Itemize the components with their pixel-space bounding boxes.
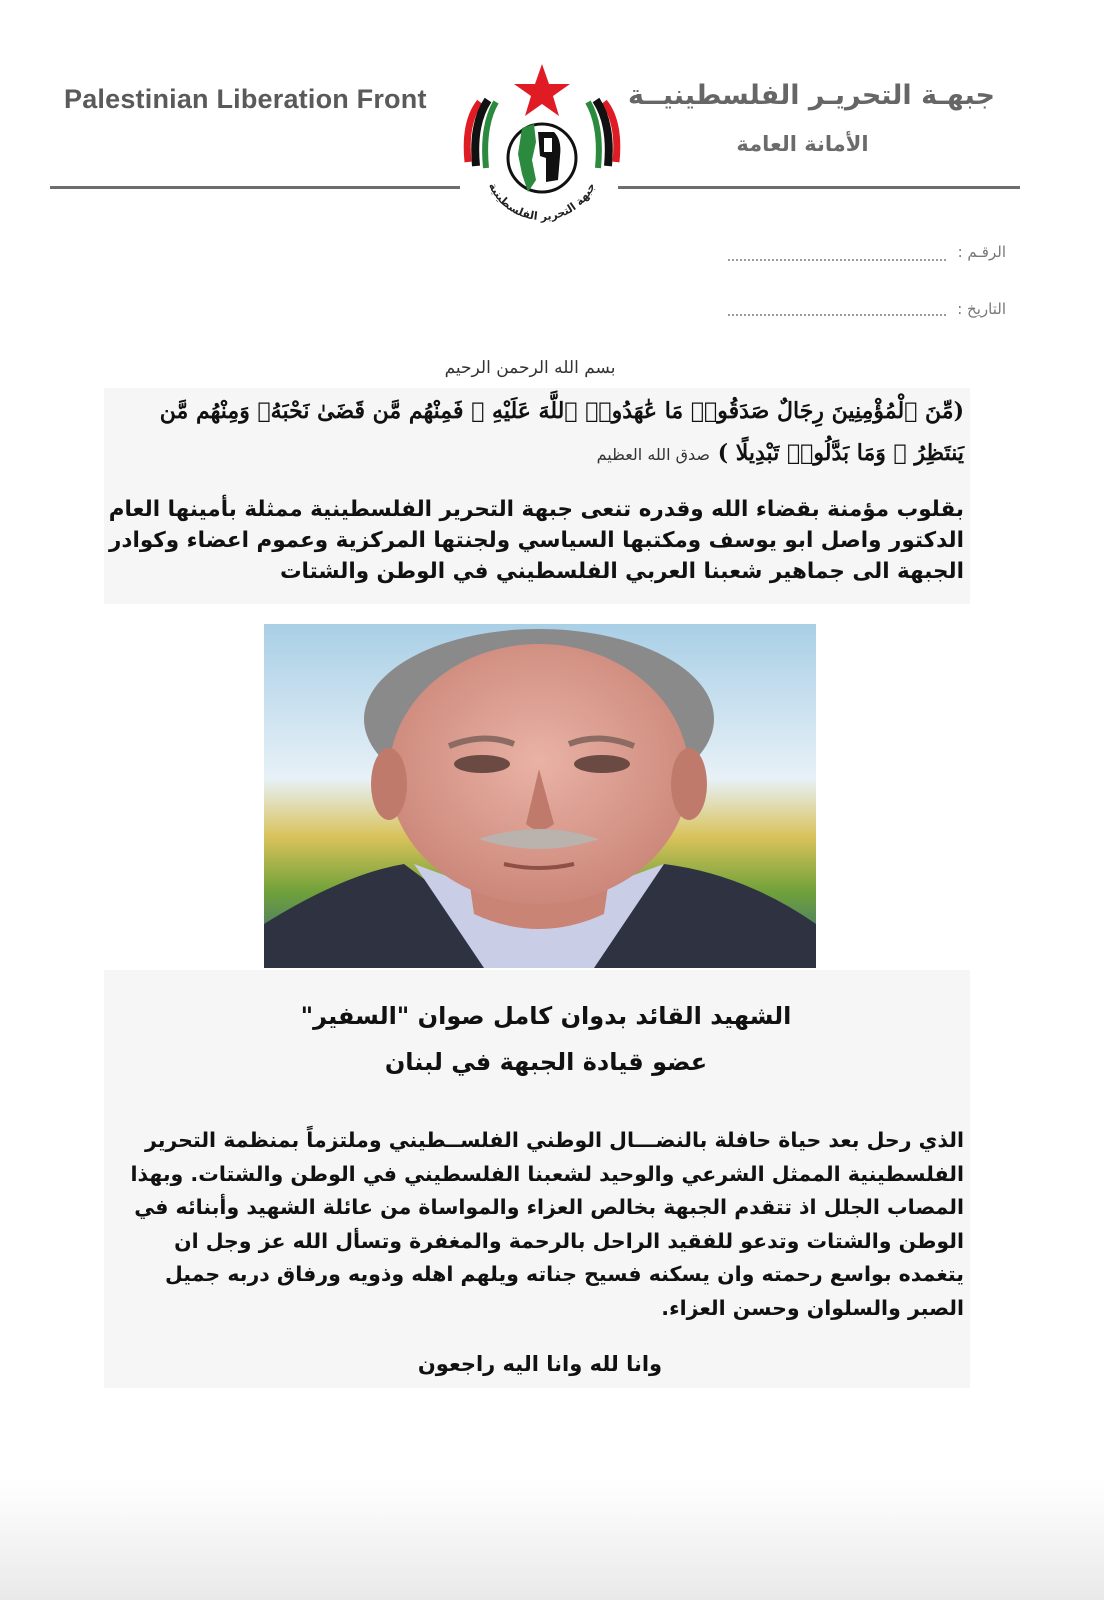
org-subtitle-arabic: الأمانة العامة <box>736 132 869 156</box>
martyr-portrait-photo <box>264 624 816 968</box>
ref-number-dotted-line <box>728 258 946 261</box>
obituary-intro: بقلوب مؤمنة بقضاء الله وقدره تنعى جبهة التحرير الفلسطينية ممثلة بأمينها العام الدكتور واصل ابو يوسف ومكتبها السياسي ولجنتها المركزية وعموم اعضاء وكوادر الجبهة الى جماهير شعبنا العربي الفلسطيني في الوطن والشتات <box>108 497 964 584</box>
date-label: التاريخ : <box>957 300 1006 318</box>
date-dotted-line <box>728 313 946 316</box>
martyr-name: الشهيد القائد بدوان كامل صوان "السفير" <box>300 1002 792 1030</box>
org-name-arabic: جبهـة التحريـر الفلسطينيــة <box>627 80 995 111</box>
basmala: بسم الله الرحمن الرحيم <box>444 358 616 378</box>
quran-verse <box>108 390 964 476</box>
logo-red-star <box>514 64 570 116</box>
verse-closing: صدق الله العظيم <box>596 445 711 464</box>
portrait-eye-left <box>454 755 510 773</box>
logo-hand-detail <box>544 138 552 152</box>
front-logo-emblem <box>462 62 622 224</box>
logo-flag-arc-right-green <box>588 102 599 168</box>
logo-circular-text: جبهة التحرير الفلسطينية <box>485 180 599 224</box>
condolence-body: الذي رحل بعد حياة حافلة بالنضـــال الوطني الفلســطيني وملتزماً بمنظمة التحرير الفلسطينية الممثل الشرعي والوحيد لشعبنا الفلسطيني في الوطن والشتات. وبهذا المصاب الجلل اذ تتقدم الجبهة بخالص العزاء والمواساة من عائلة الشهيد وأبنائه في الوطن والشتات وتدعو للفقيد الراحل بالرحمة والمغفرة وتسأل الله عز وجل ان يتغمده بواسع رحمته وان يسكنه فسيح جناته ويلهم اهله وذويه ورفاق دربه جميل الصبر والسلوان وحسن العزاء. <box>130 1128 964 1320</box>
header-rule-left <box>50 186 460 189</box>
ref-number-label: الرقـم : <box>957 243 1006 261</box>
martyr-title: عضو قيادة الجبهة في لبنان <box>384 1048 708 1076</box>
quran-verse-text: (مِّنَ ٱلْمُؤْمِنِينَ رِجَالٌ صَدَقُوا۟ مَا عَٰهَدُوا۟ ٱللَّهَ عَلَيْهِ ۖ فَمِنْهُم مَّن قَضَىٰ نَحْبَهُۥ وَمِنْهُم مَّن يَنتَظِرُ ۖ وَمَا بَدَّلُوا۟ تَبْدِيلًا ) <box>159 398 964 466</box>
closing-phrase: وانا لله وانا اليه راجعون <box>417 1352 663 1376</box>
portrait-ear-left <box>371 748 407 820</box>
logo-flag-arc-left-green <box>485 102 496 168</box>
header-rule-right <box>618 186 1020 189</box>
portrait-eye-right <box>574 755 630 773</box>
portrait-ear-right <box>671 748 707 820</box>
org-name-english: Palestinian Liberation Front <box>64 84 427 114</box>
page-bottom-fade <box>0 1480 1104 1600</box>
